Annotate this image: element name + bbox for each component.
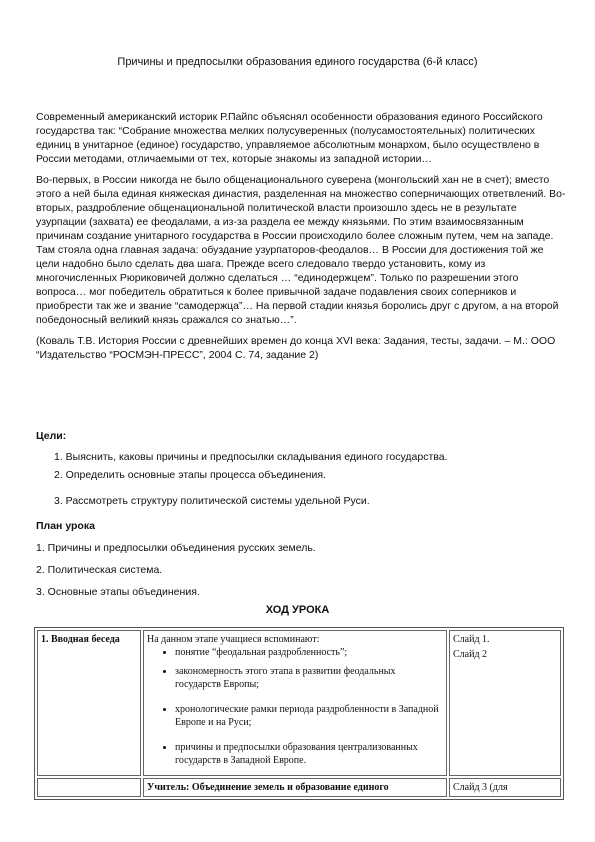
goal-item: 1. Выяснить, каковы причины и предпосылки складывания единого государства. bbox=[54, 451, 448, 463]
plan-title: План урока bbox=[36, 520, 95, 532]
page-title: Причины и предпосылки образования единого государства (6-й класс) bbox=[117, 56, 478, 68]
slides-cell bbox=[449, 630, 561, 776]
lesson-table bbox=[34, 627, 564, 800]
intro-paragraph-1: Современный американский историк Р.Пайпс объяснял особенности образования единого Российского государства так: “Собрание множества мелких полусуверенных (полусамостоятельных) политических единиц в унитарное (единое) государство, управляемое абсолютным монархом, было осуществлено в России методами, отличаемыми от тех, которые знакомы из западной истории… bbox=[36, 111, 543, 165]
content-bullets bbox=[147, 646, 443, 767]
goals-title: Цели: bbox=[36, 430, 67, 442]
slide-ref: Слайд 1. bbox=[453, 634, 490, 645]
goal-item: 3. Рассмотреть структуру политической системы удельной Руси. bbox=[54, 495, 370, 507]
goal-item: 2. Определить основные этапы процесса объединения. bbox=[54, 469, 326, 481]
content-intro: На данном этапе учащиеся вспоминают: bbox=[147, 634, 320, 645]
table-row bbox=[37, 630, 561, 776]
intro-text bbox=[36, 110, 566, 369]
intro-citation: (Коваль Т.В. История России с древнейших времен до конца XVI века: Задания, тесты, задачи. – М.: ООО “Издательство “РОСМЭН-ПРЕСС”, 2004 С. 74, задание 2) bbox=[36, 335, 556, 361]
stage-cell: 1. Вводная беседа bbox=[37, 630, 141, 776]
stage-cell bbox=[37, 778, 141, 797]
slide-ref: Слайд 2 bbox=[453, 649, 488, 660]
intro-paragraph-2: Во-первых, в России никогда не было общенационального суверена (монгольский хан не в счет); вместо этого а ней была единая княжеская династия, разделенная на множество соперничающих ответвлений. Во-вторых, раздробление общенациональной политической власти произошло здесь не в результате узурпации (захвата) ее феодалами, а из-за раздела ее между князьями. По этим взаимосвязанным причинам создание унитарного государства в России происходило более сложным путем, чем на западе. Там стояла одна главная задача: обуздание узурпаторов-феодалов… В России для достижения той же цели надобно было сделать два шага. Прежде всего следовало твердо установить, кому из многочисленных Рюриковичей должно сделаться … “единодержцем”. Только по разрешении этого вопроса… мог победитель обратиться к более привычной задаче подавления своих соперников и приобрести так же и звание “самодержца”… На первой стадии князья боролись друг с другом, а на второй победоносный великий князь сражался со знатью…”. bbox=[36, 174, 566, 326]
list-item: • причины и предпосылки образования централизованных государств в Западной Европе. bbox=[175, 741, 443, 767]
content-cell bbox=[143, 630, 447, 776]
plan-list bbox=[36, 541, 316, 607]
plan-item: 2. Политическая система. bbox=[36, 564, 163, 576]
lesson-title: ХОД УРОКА bbox=[265, 604, 330, 616]
slides-cell: Слайд 3 (для bbox=[449, 778, 561, 797]
plan-item: 1. Причины и предпосылки объединения русских земель. bbox=[36, 542, 316, 554]
plan-item: 3. Основные этапы объединения. bbox=[36, 586, 200, 598]
list-item: • хронологические рамки периода раздробленности в Западной Европе и на Руси; bbox=[175, 703, 443, 729]
content-cell: Учитель: Объединение земель и образование единого bbox=[143, 778, 447, 797]
list-item: • закономерность этого этапа в развитии феодальных государств Европы; bbox=[175, 665, 443, 691]
table-row bbox=[37, 778, 561, 797]
list-item: • понятие “феодальная раздробленность”; bbox=[175, 646, 443, 659]
goals-list bbox=[36, 450, 556, 512]
